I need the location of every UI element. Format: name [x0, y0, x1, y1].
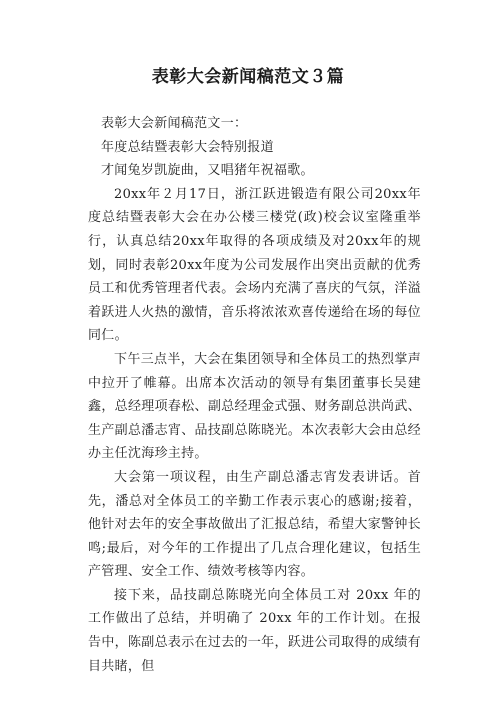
paragraph-subtitle: 表彰大会新闻稿范文一：: [101, 116, 248, 131]
paragraph-report-heading: 年度总结暨表彰大会特别报道: [101, 139, 274, 155]
paragraph-body: 大会第一项议程，由生产副总潘志宵发表讲话。首先，潘总对全体员工的辛勤工作表示衷心的感谢;接着，他针对去年的安全事故做出了汇报总结，希望大家警钟长鸣;最后，对今年的工作提出了几点合理化建议，包括生产管理、安全工作、绩效考核等内容。: [88, 469, 421, 580]
paragraph-body: 下午三点半，大会在集团领导和全体员工的热烈掌声中拉开了帷幕。出席本次活动的领导有集团董事长吴建鑫，总经理项春松、副总经理金式强、财务副总洪尚武、生产副总潘志宵、品技副总陈晓光。本次表彰大会由总经办主任沈海珍主持。: [88, 351, 421, 462]
document-title: 表彰大会新闻稿范文３篇: [151, 67, 345, 87]
document-body: [88, 112, 421, 678]
paragraph-couplet: 才闻兔岁凯旋曲，又唱猪年祝福歌。: [101, 163, 314, 179]
paragraph-body: 接下来，品技副总陈晓光向全体员工对 20xx 年的工作做出了总结，并明确了 20xx 年的工作计划。在报告中，陈副总表示在过去的一年，跃进公司取得的成绩有目共睹，但: [88, 587, 421, 674]
paragraph-body: 20xx年２月17日，浙江跃进锻造有限公司20xx年度总结暨表彰大会在办公楼三楼党(政)校会议室隆重举行，认真总结20xx年取得的各项成绩及对20xx年的规划，同时表彰20xx年度为公司发展作出突出贡献的优秀员工和优秀管理者代表。会场内充满了喜庆的气氛，洋溢着跃进人火热的激情，音乐将浓浓欢喜传递给在场的每位同仁。: [88, 186, 421, 344]
